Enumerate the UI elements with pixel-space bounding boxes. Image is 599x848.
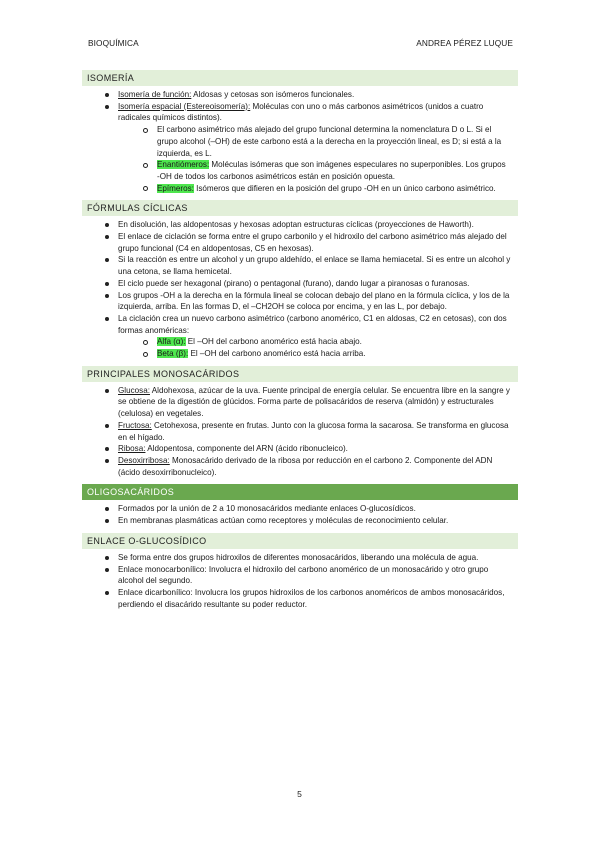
term: Ribosa: [118, 444, 146, 454]
sub-list-item [82, 336, 518, 348]
header-right: ANDREA PÉREZ LUQUE [416, 38, 513, 48]
sub-list-item [82, 124, 518, 159]
item-text: En membranas plasmáticas actúan como receptores y moléculas de reconocimiento celular. [118, 516, 449, 526]
sub-item-text: El –OH del carbono anomérico está hacia arriba. [188, 349, 366, 359]
sub-list-item [82, 348, 518, 360]
list-item [82, 515, 518, 527]
highlighted-term: Enantiómeros: [157, 160, 210, 170]
section [82, 200, 518, 359]
list-item [82, 587, 518, 610]
item-text: Cetohexosa, presente en frutas. Junto con la glucosa forma la sacarosa. Se transforma en glucosa en el hígado. [118, 420, 509, 442]
list-item [82, 443, 518, 455]
term: Glucosa: [118, 385, 150, 395]
bullet-list [82, 552, 518, 611]
item-text: Los grupos -OH a la derecha en la fórmula lineal se colocan debajo del plano en la fórmula cíclica, y los de la izquierda, arriba. En las formas D, el –CH2OH se coloca por encima, y en las L, por debajo. [118, 290, 510, 312]
highlighted-term: Alfa (α): [157, 337, 186, 347]
item-text: El ciclo puede ser hexagonal (pirano) o pentagonal (furano), dando lugar a piranosas o furanosas. [118, 278, 470, 288]
term: Desoxirribosa: [118, 455, 170, 465]
term: Isomería espacial (Estereoisomería): [118, 101, 251, 111]
list-item [82, 564, 518, 587]
sub-list-item [82, 159, 518, 182]
list-item [82, 385, 518, 420]
item-text: Se forma entre dos grupos hidroxilos de diferentes monosacáridos, liberando una molécula de agua. [118, 552, 479, 562]
item-text: Aldopentosa, componente del ARN (ácido ribonucleico). [145, 444, 348, 454]
section-title: ENLACE O-GLUCOSÍDICO [82, 533, 518, 549]
list-item [82, 89, 518, 101]
item-text: En disolución, las aldopentosas y hexosas adoptan estructuras cíclicas (proyecciones de Haworth). [118, 220, 474, 230]
list-item [82, 420, 518, 443]
sub-item-text: El carbono asimétrico más alejado del grupo funcional determina la nomenclatura D o L. Si el grupo alcohol (–OH) de este carbono está a la derecha en la proyección lineal, es D; si está a la izquierda, es L. [157, 125, 502, 158]
sub-list-item [82, 183, 518, 195]
sub-item-text: El –OH del carbono anomérico está hacia abajo. [185, 337, 362, 347]
list-item [82, 455, 518, 478]
list-item [82, 503, 518, 515]
bullet-list [82, 503, 518, 526]
list-item [82, 290, 518, 313]
section-title: PRINCIPALES MONOSACÁRIDOS [82, 366, 518, 382]
page-number: 5 [297, 789, 302, 799]
section [82, 484, 518, 526]
term: Isomería de función: [118, 90, 192, 99]
sub-item-text: Isómeros que difieren en la posición del grupo -OH en un único carbono asimétrico. [193, 183, 496, 193]
item-text: Aldohexosa, azúcar de la uva. Fuente principal de energía celular. Se encuentra libre en la sangre y se obtiene de la digestión de glúcidos. Forma parte de polisacáridos de reserva (almidón) y estructurales (celulosa) en vegetales. [118, 385, 510, 419]
list-item [82, 278, 518, 290]
highlighted-term: Beta (β): [157, 349, 189, 359]
item-text: Moléculas con uno o más carbonos asimétricos (unidos a cuatro radicales químicos distintos). [118, 101, 484, 123]
bullet-list [82, 385, 518, 479]
section-title: ISOMERÍA [82, 70, 518, 86]
list-item [82, 231, 518, 254]
list-item [82, 219, 518, 231]
item-text: La ciclación crea un nuevo carbono asimétrico (carbono anomérico, C1 en aldosas, C2 en cetosas), con dos formas anoméricas: [118, 313, 507, 335]
sub-item-text: Moléculas isómeras que son imágenes especulares no superponibles. Los grupos -OH de todos los carbonos asimétricos están en posición opuesta. [157, 160, 506, 181]
header-left: BIOQUÍMICA [88, 38, 139, 48]
item-text: El enlace de ciclación se forma entre el grupo carbonilo y el hidroxilo del carbono asimétrico más alejado del grupo funcional (C4 en aldopentosas, C5 en hexosas). [118, 232, 507, 253]
term: Fructosa: [118, 420, 152, 430]
bullet-list [82, 89, 518, 194]
bullet-list [82, 219, 518, 359]
content [82, 70, 518, 616]
section [82, 366, 518, 479]
list-item [82, 101, 518, 124]
item-text: Enlace dicarbonílico: Involucra los grupos hidroxilos de los carbonos anoméricos de ambos monosacáridos, perdiendo el disacárido resultante su poder reductor. [118, 587, 505, 609]
item-text: Enlace monocarbonílico: Involucra el hidroxilo del carbono anomérico de un monosacárido y otro grupo alcohol del segundo. [118, 564, 489, 586]
section-title: OLIGOSACÁRIDOS [82, 484, 518, 500]
section-title: FÓRMULAS CÍCLICAS [82, 200, 518, 216]
item-text: Aldosas y cetosas son isómeros funcionales. [191, 90, 355, 99]
list-item [82, 313, 518, 336]
item-text: Si la reacción es entre un alcohol y un grupo aldehído, el enlace se llama hemiacetal. Si es entre un alcohol y una cetona, se llama hemicetal. [118, 255, 511, 277]
highlighted-term: Epímeros: [157, 183, 194, 193]
section [82, 533, 518, 611]
list-item [82, 552, 518, 564]
item-text: Formados por la unión de 2 a 10 monosacáridos mediante enlaces O-glucosídicos. [118, 504, 416, 514]
section [82, 70, 518, 194]
list-item [82, 254, 518, 277]
item-text: Monosacárido derivado de la ribosa por reducción en el carbono 2. Componente del ADN (ácido desoxirribonucleico). [118, 455, 493, 477]
